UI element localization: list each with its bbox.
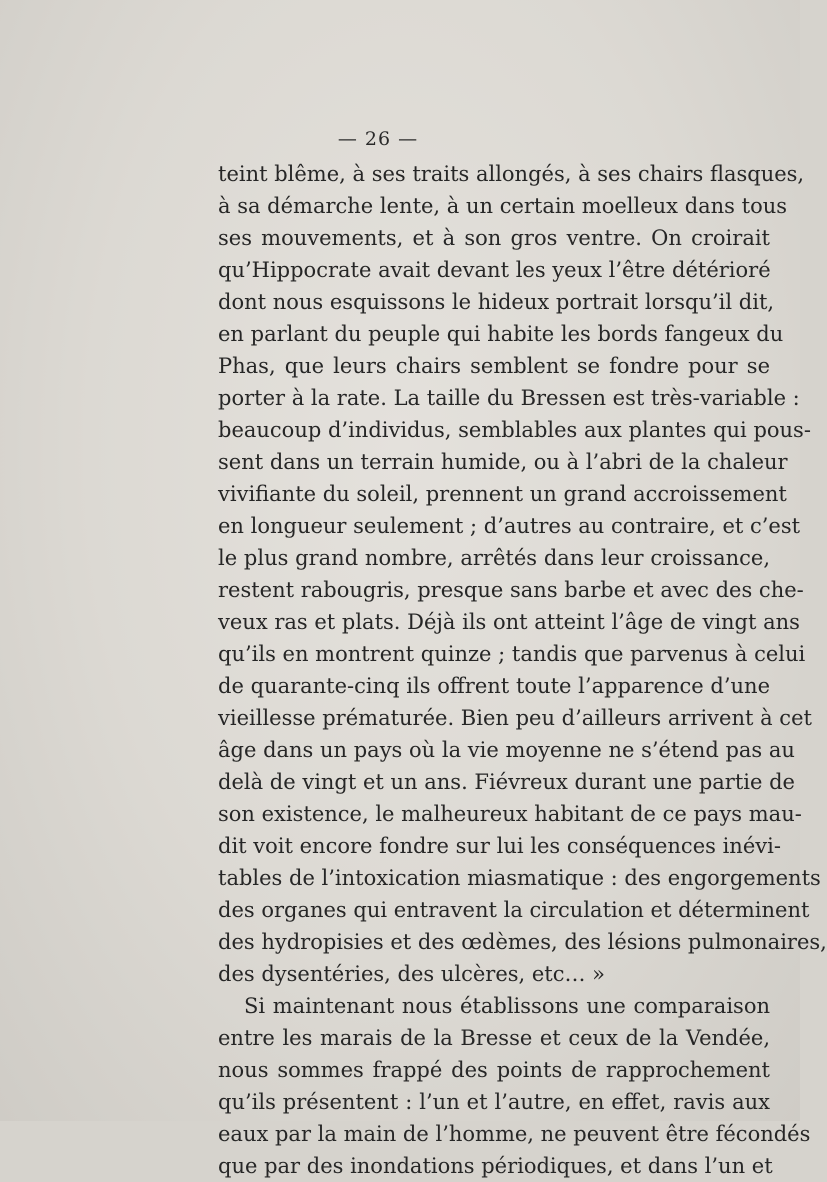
text-line: veux ras et plats. Déjà ils ont atteint l’âge de vingt ans	[218, 610, 800, 634]
text-line: de quarante-cinq ils offrent toute l’apparence d’une	[218, 674, 770, 698]
text-line: en longueur seulement ; d’autres au contraire, et c’est	[218, 514, 801, 538]
text-line: à sa démarche lente, à un certain moelleux dans tous	[218, 194, 788, 218]
text-line: vieillesse prématurée. Bien peu d’ailleurs arrivent à cet	[218, 706, 812, 730]
text-line: Phas, que leurs chairs semblent se fondre pour se	[218, 354, 770, 378]
text-line: des organes qui entravent la circulation et déterminent	[218, 898, 810, 922]
text-line: qu’ils présentent : l’un et l’autre, en effet, ravis aux	[218, 1090, 770, 1114]
text-line: que par des inondations périodiques, et dans l’un et	[218, 1154, 773, 1178]
text-line: Si maintenant nous établissons une comparaison	[244, 994, 770, 1018]
text-line: entre les marais de la Bresse et ceux de la Vendée,	[218, 1026, 770, 1050]
text-line: ses mouvements, et à son gros ventre. On croirait	[218, 226, 770, 250]
page-number: — 26 —	[337, 128, 419, 150]
text-line: sent dans un terrain humide, ou à l’abri de la chaleur	[218, 450, 788, 474]
text-line: teint blême, à ses traits allongés, à ses chairs flasques,	[218, 162, 805, 186]
text-line: tables de l’intoxication miasmatique : des engorgements	[218, 866, 821, 890]
text-line: beaucoup d’individus, semblables aux plantes qui pous-	[218, 418, 811, 442]
text-line: restent rabougris, presque sans barbe et avec des che-	[218, 578, 804, 602]
text-line: delà de vingt et un ans. Fiévreux durant une partie de	[218, 770, 795, 794]
text-line: nous sommes frappé des points de rapprochement	[218, 1058, 770, 1082]
text-line: eaux par la main de l’homme, ne peuvent être fécondés	[218, 1122, 811, 1146]
text-line: porter à la rate. La taille du Bressen est très-variable :	[218, 386, 800, 410]
text-line: son existence, le malheureux habitant de ce pays mau-	[218, 802, 802, 826]
text-line: dont nous esquissons le hideux portrait lorsqu’il dit,	[218, 290, 775, 314]
text-line: le plus grand nombre, arrêtés dans leur croissance,	[218, 546, 770, 570]
body-text	[218, 158, 827, 1182]
text-line: qu’Hippocrate avait devant les yeux l’être détérioré	[218, 258, 771, 282]
text-line: âge dans un pays où la vie moyenne ne s’étend pas au	[218, 738, 795, 762]
text-line: des dysentéries, des ulcères, etc… »	[218, 962, 606, 986]
text-line: dit voit encore fondre sur lui les conséquences inévi-	[218, 834, 781, 858]
text-line: des hydropisies et des œdèmes, des lésions pulmonaires,	[218, 930, 827, 954]
text-line: qu’ils en montrent quinze ; tandis que parvenus à celui	[218, 642, 806, 666]
text-line: vivifiante du soleil, prennent un grand accroissement	[218, 482, 787, 506]
text-line: en parlant du peuple qui habite les bords fangeux du	[218, 322, 784, 346]
